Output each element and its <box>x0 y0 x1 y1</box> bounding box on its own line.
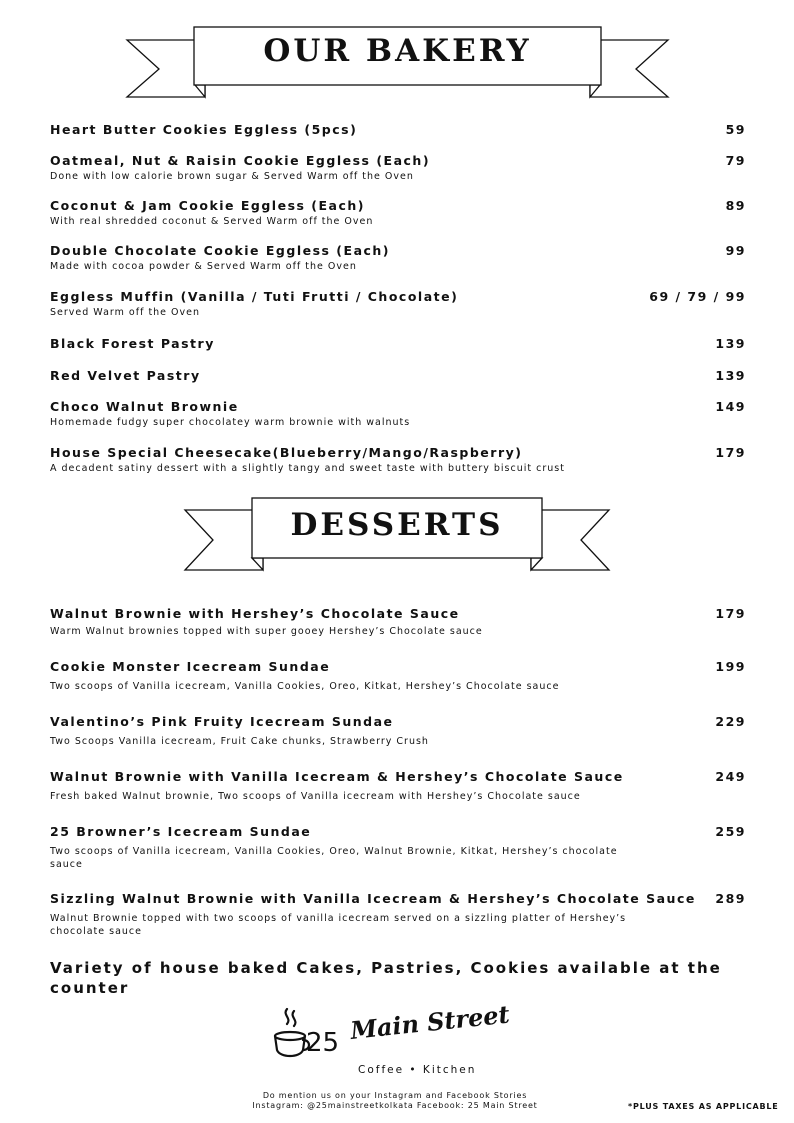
item-name: Eggless Muffin (Vanilla / Tuti Frutti / Chocolate) <box>50 289 459 304</box>
item-price: 139 <box>715 368 746 383</box>
counter-note: Variety of house baked Cakes, Pastries, Cookies available at the counter <box>50 959 722 997</box>
bakery-title: OUR BAKERY <box>263 33 532 69</box>
item-description: Warm Walnut brownies topped with super gooey Hershey’s Chocolate sauce <box>50 626 483 637</box>
logo-subtitle: Coffee • Kitchen <box>358 1064 477 1076</box>
item-description: Two Scoops Vanilla icecream, Fruit Cake chunks, Strawberry Crush <box>50 736 429 747</box>
item-name: Cookie Monster Icecream Sundae <box>50 659 331 674</box>
item-description: Served Warm off the Oven <box>50 307 201 318</box>
item-description: Two scoops of Vanilla icecream, Vanilla Cookies, Oreo, Kitkat, Hershey’s Chocolate sauce <box>50 681 560 692</box>
item-price: 99 <box>725 243 746 258</box>
item-price: 139 <box>715 336 746 351</box>
item-name: Oatmeal, Nut & Raisin Cookie Eggless (Each) <box>50 153 431 168</box>
item-name: Coconut & Jam Cookie Eggless (Each) <box>50 198 366 213</box>
desserts-banner <box>183 497 611 573</box>
item-name: Black Forest Pastry <box>50 336 215 351</box>
item-name: Choco Walnut Brownie <box>50 399 239 414</box>
item-name: Valentino’s Pink Fruity Icecream Sundae <box>50 714 394 729</box>
item-price: 89 <box>725 198 746 213</box>
item-name: Sizzling Walnut Brownie with Vanilla Icecream & Hershey’s Chocolate Sauce <box>50 891 696 906</box>
item-name: Red Velvet Pastry <box>50 368 201 383</box>
item-description: Done with low calorie brown sugar & Served Warm off the Oven <box>50 171 414 182</box>
item-name: Heart Butter Cookies Eggless (5pcs) <box>50 122 358 137</box>
item-price: 249 <box>715 769 746 784</box>
bakery-banner <box>125 25 670 101</box>
footer-line-1: Do mention us on your Instagram and Facebook Stories <box>262 1091 528 1100</box>
item-price: 179 <box>715 445 746 460</box>
logo-number: 25 <box>306 1028 340 1058</box>
item-price: 79 <box>725 153 746 168</box>
item-price: 259 <box>715 824 746 839</box>
item-description: Two scoops of Vanilla icecream, Vanilla Cookies, Oreo, Walnut Brownie, Kitkat, Hershey’s chocolate sauce <box>50 846 618 870</box>
item-description: Made with cocoa powder & Served Warm off the Oven <box>50 261 357 272</box>
item-price: 229 <box>715 714 746 729</box>
taxes-note: *PLUS TAXES AS APPLICABLE <box>628 1102 779 1111</box>
item-name: Walnut Brownie with Vanilla Icecream & Hershey’s Chocolate Sauce <box>50 769 624 784</box>
item-price: 199 <box>715 659 746 674</box>
item-name: Walnut Brownie with Hershey’s Chocolate Sauce <box>50 606 460 621</box>
item-price: 59 <box>725 122 746 137</box>
item-price: 149 <box>715 399 746 414</box>
brand-logo <box>272 999 512 1078</box>
footer-line-2: Instagram: @25mainstreetkolkata Facebook: 25 Main Street <box>252 1101 538 1110</box>
item-name: House Special Cheesecake(Blueberry/Mango/Raspberry) <box>50 445 523 460</box>
item-description: Fresh baked Walnut brownie, Two scoops of Vanilla icecream with Hershey’s Chocolate sauce <box>50 791 581 802</box>
logo-name: Main Street <box>348 999 511 1045</box>
item-price: 289 <box>715 891 746 906</box>
item-description: Walnut Brownie topped with two scoops of vanilla icecream served on a sizzling platter of Hershey’s chocolate sauce <box>50 913 627 937</box>
item-price: 179 <box>715 606 746 621</box>
item-description: A decadent satiny dessert with a slightly tangy and sweet taste with buttery biscuit crust <box>50 463 565 474</box>
item-name: Double Chocolate Cookie Eggless (Each) <box>50 243 391 258</box>
item-price: 69 / 79 / 99 <box>649 289 746 304</box>
item-description: With real shredded coconut & Served Warm off the Oven <box>50 216 374 227</box>
item-description: Homemade fudgy super chocolatey warm brownie with walnuts <box>50 417 411 428</box>
footer <box>200 1091 590 1111</box>
item-name: 25 Browner’s Icecream Sundae <box>50 824 312 839</box>
desserts-title: DESSERTS <box>290 507 504 543</box>
